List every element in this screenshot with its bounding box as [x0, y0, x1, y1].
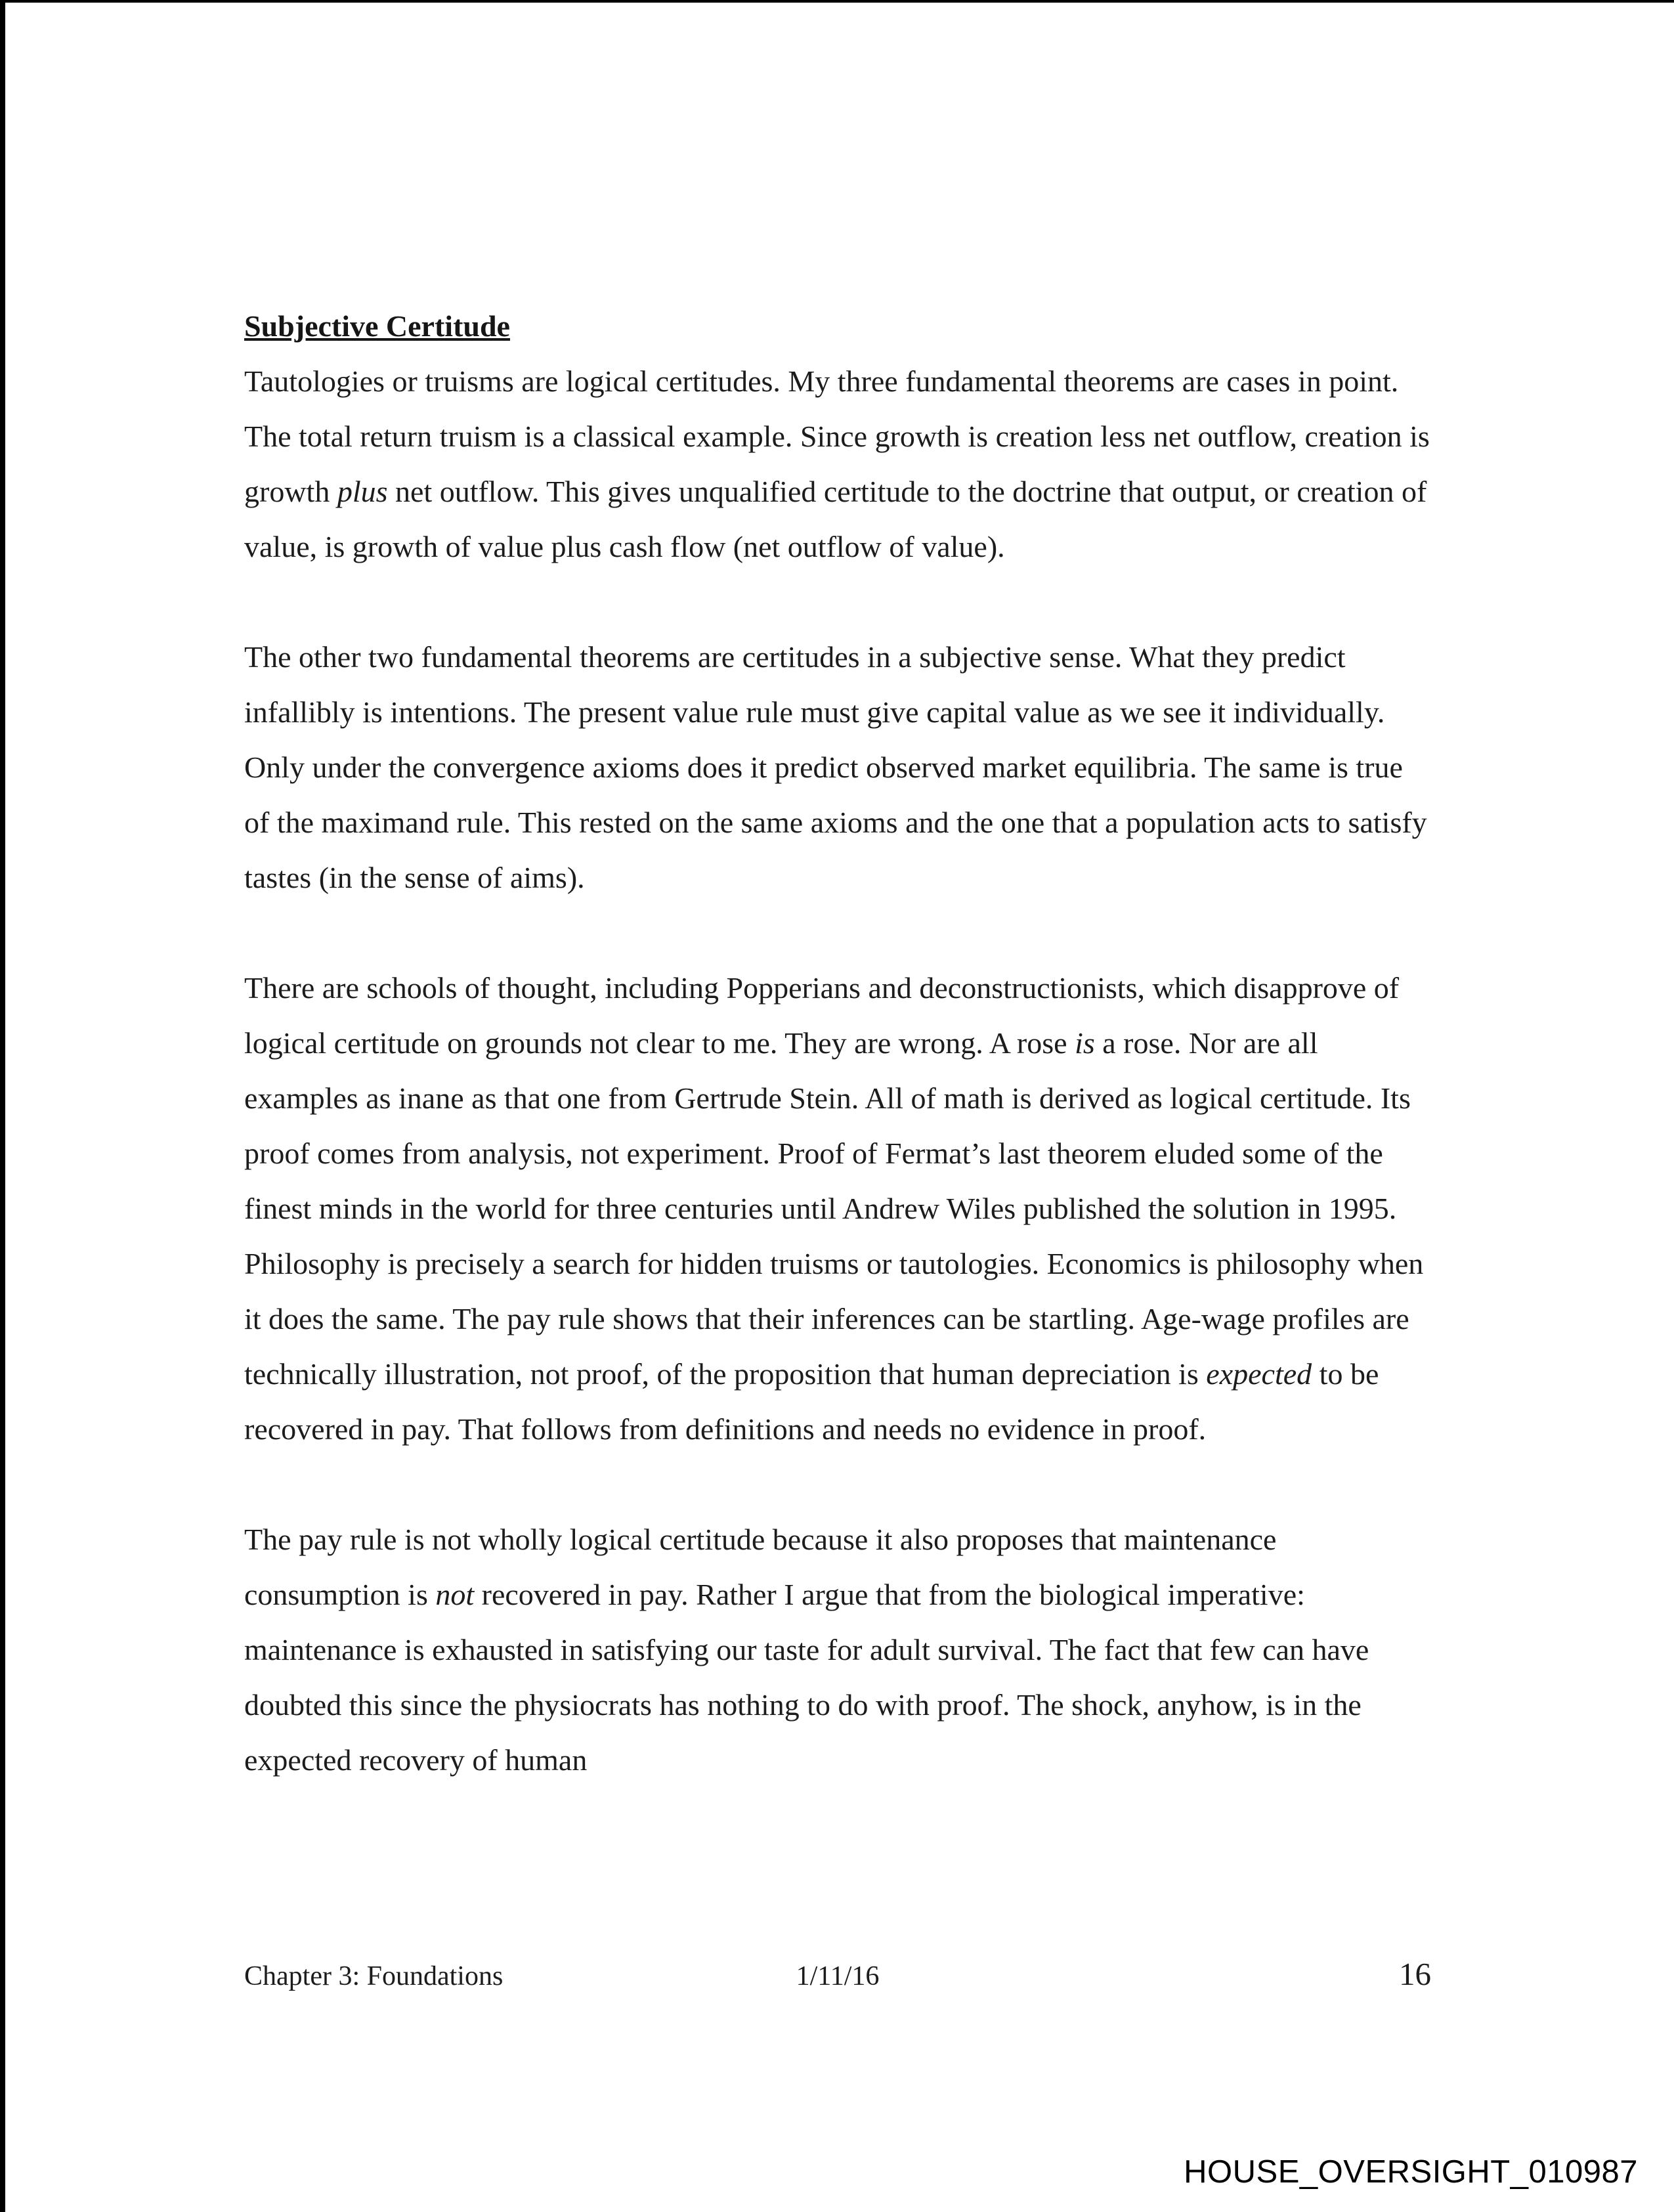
footer-page-number: 16 — [1399, 1956, 1432, 1992]
scan-edge-left — [0, 0, 5, 2212]
paragraph-2 — [244, 630, 1431, 905]
section-heading: Subjective Certitude — [244, 309, 510, 343]
footer-date: 1/11/16 — [796, 1961, 880, 1991]
text-run: The pay rule is not wholly logical certitude because it also proposes that maintenance consumption is — [244, 1523, 1277, 1611]
text-run: Tautologies or truisms are logical certitudes. My three fundamental theorems are cases in point. The total return truism is a classical example. Since growth is creation less net outflow, creation is growth — [244, 364, 1430, 508]
page-footer — [244, 1955, 1431, 1993]
text-run: a rose. Nor are all examples as inane as that one from Gertrude Stein. All of math is derived as logical certitude. Its proof comes from analysis, not experiment. Proof of Fermat’s last theorem eluded some of the finest minds in the world for three centuries until Andrew Wiles published the solution in 1995. Philosophy is precisely a search for hidden truisms or tautologies. Economics is philosophy when it does the same. The pay rule shows that their inferences can be startling. Age-wage profiles are technically illustration, not proof, of the proposition that human depreciation is — [244, 1026, 1424, 1391]
italic-text-run: is — [1075, 1026, 1095, 1060]
text-run: to be recovered in pay. That follows from definitions and needs no evidence in proof. — [244, 1357, 1379, 1446]
italic-text-run: expected — [1206, 1357, 1312, 1391]
paragraph-4 — [244, 1512, 1431, 1788]
italic-text-run: plus — [337, 475, 388, 508]
footer-chapter-label: Chapter 3: Foundations — [244, 1961, 504, 1991]
paragraph-1 — [244, 354, 1431, 575]
italic-text-run: not — [435, 1578, 475, 1611]
text-run: There are schools of thought, including Popperians and deconstructionists, which disapprove of logical certitude on grounds not clear to me. They are wrong. A rose — [244, 971, 1400, 1060]
paragraph-3 — [244, 961, 1431, 1457]
page-body — [244, 0, 1431, 1788]
bates-number: HOUSE_OVERSIGHT_010987 — [1184, 2154, 1638, 2190]
text-run: recovered in pay. Rather I argue that from the biological imperative: maintenance is exhausted in satisfying our taste for adult survival. The fact that few can have doubted this since the physiocrats has nothing to do with proof. The shock, anyhow, is in the expected recovery of human — [244, 1578, 1369, 1777]
text-run: net outflow. This gives unqualified certitude to the doctrine that output, or creation of value, is growth of value plus cash flow (net outflow of value). — [244, 475, 1427, 563]
text-run: The other two fundamental theorems are certitudes in a subjective sense. What they predict infallibly is intentions. The present value rule must give capital value as we see it individually. Only under the convergence axioms does it predict observed market equilibria. The same is true of the maximand rule. This rested on the same axioms and the one that a population acts to satisfy tastes (in the sense of aims). — [244, 640, 1427, 894]
